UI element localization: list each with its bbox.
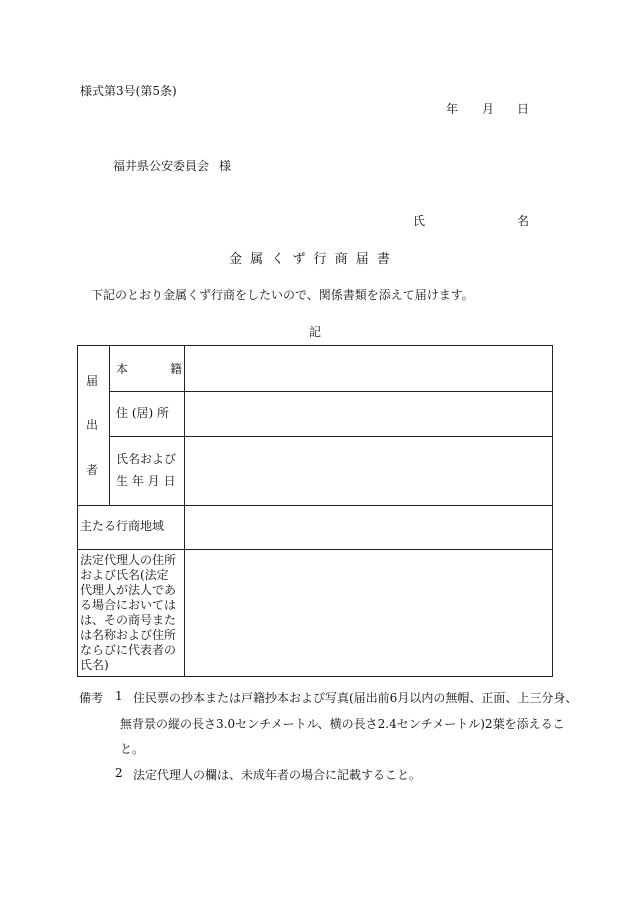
date-month-label: 月 xyxy=(482,102,495,116)
application-table xyxy=(77,345,553,677)
table-divider xyxy=(109,346,110,505)
legal-rep-value-cell[interactable] xyxy=(185,550,553,677)
group-char-todoke: 届 xyxy=(86,374,99,388)
addressee-name: 福井県公安委員会 xyxy=(113,159,210,173)
notes-label: 備考 xyxy=(79,691,104,705)
legal-rep-label-line: 代理人が法人であ xyxy=(80,583,177,597)
group-char-de: 出 xyxy=(86,418,99,432)
document-title: 金 属 く ず 行 商 届 書 xyxy=(229,252,390,267)
group-char-sha: 者 xyxy=(86,463,99,477)
honseki-label-b: 籍 xyxy=(170,362,183,376)
form-number: 様式第3号(第5条) xyxy=(80,84,177,98)
note-2-text: 法定代理人の欄は、未成年者の場合に記載すること。 xyxy=(133,768,422,782)
legal-rep-label-line: および氏名(法定 xyxy=(80,568,169,582)
legal-rep-label-line: ならびに代表者の xyxy=(80,643,177,657)
intro-text: 下記のとおり金属くず行商をしたいので、関係書類を添えて届けます。 xyxy=(91,288,474,302)
applicant-uji-label: 氏 xyxy=(413,214,426,228)
note-1-line3: と。 xyxy=(120,742,145,756)
applicant-mei-label: 名 xyxy=(517,214,530,228)
jusho-label: 住 (居) 所 xyxy=(116,406,169,420)
legal-rep-label-line: る場合においては xyxy=(80,598,177,612)
name-birth-label-line2: 生 年 月 日 xyxy=(116,474,176,488)
name-birth-label-line1: 氏名および xyxy=(116,452,177,466)
area-label: 主たる行商地域 xyxy=(80,519,165,533)
note-1-number: 1 xyxy=(115,689,123,703)
note-2-number: 2 xyxy=(115,766,123,780)
date-year-label: 年 xyxy=(446,102,459,116)
legal-rep-label-line: 氏名) xyxy=(80,658,109,672)
name-birth-value-cell[interactable] xyxy=(185,437,553,505)
area-value-cell[interactable] xyxy=(185,506,553,549)
note-1-line2: 無背景の縦の長さ3.0センチメートル、横の長さ2.4センチメートル)2葉を添えるこ xyxy=(120,717,565,731)
date-day-label: 日 xyxy=(517,102,530,116)
addressee-honorific: 様 xyxy=(219,159,232,173)
legal-rep-label-line: は名称および住所 xyxy=(80,628,177,642)
honseki-label-a: 本 xyxy=(116,362,129,376)
jusho-value-cell[interactable] xyxy=(185,392,553,436)
honseki-value-cell[interactable] xyxy=(185,346,553,391)
ki-heading: 記 xyxy=(309,325,322,339)
note-1-line1: 住民票の抄本または戸籍抄本および写真(届出前6月以内の無帽、正面、上三分身、 xyxy=(133,691,578,705)
legal-rep-label-line: は、その商号また xyxy=(80,613,177,627)
legal-rep-label-line: 法定代理人の住所 xyxy=(80,553,177,567)
